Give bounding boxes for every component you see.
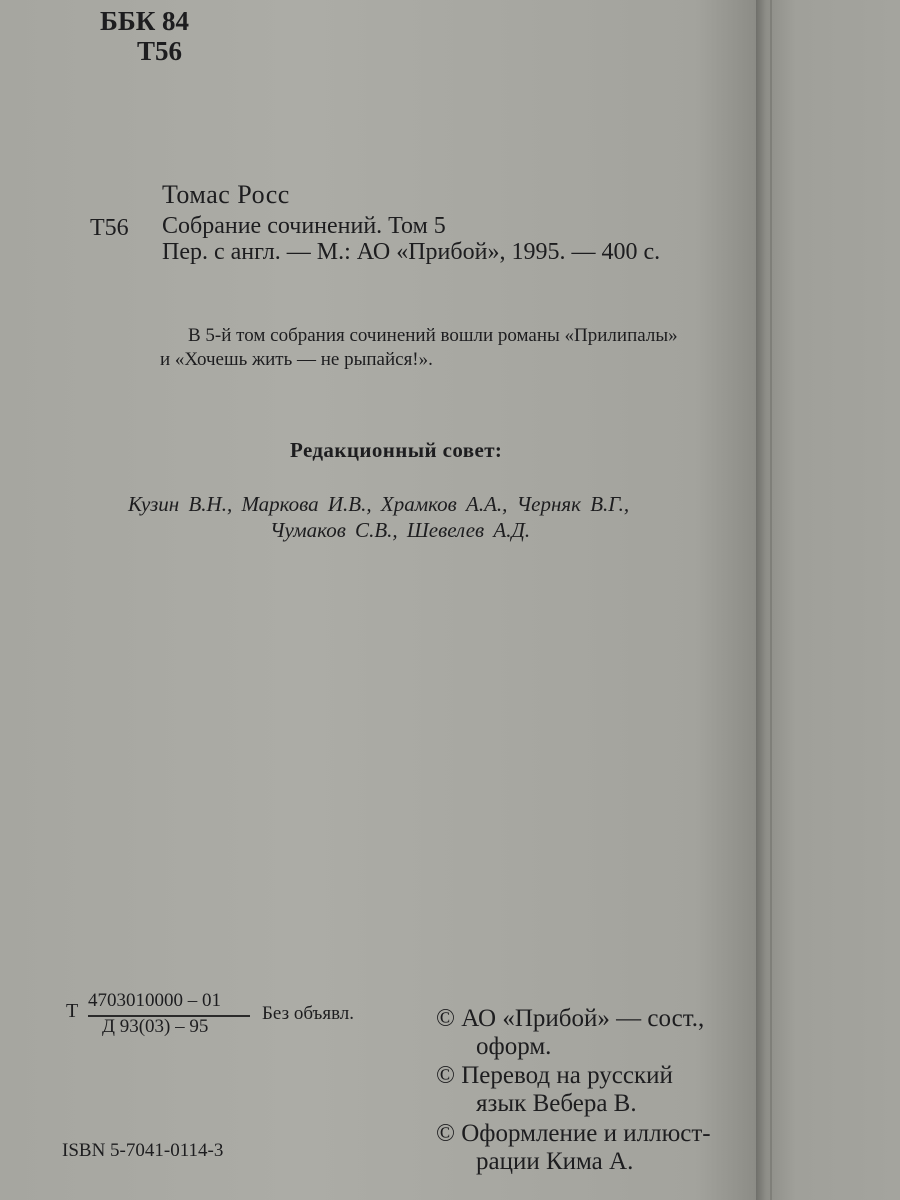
no-ads-note: Без объявл. bbox=[262, 1003, 355, 1024]
cipher-code: Т56 bbox=[90, 215, 129, 241]
code-denominator: Д 93(03) – 95 bbox=[102, 1016, 209, 1037]
editorial-board-heading: Редакционный совет: bbox=[290, 438, 503, 462]
copyright-2-line-2: язык Вебера В. bbox=[476, 1090, 637, 1117]
code-numerator: 4703010000 – 01 bbox=[88, 990, 221, 1011]
bbk-code: ББК 84 bbox=[100, 6, 190, 36]
imprint-line: Пер. с англ. — М.: АО «Прибой», 1995. — 400 с. bbox=[162, 239, 661, 265]
annotation-line-2: и «Хочешь жить — не рыпайся!». bbox=[160, 349, 433, 370]
copyright-3-line-1: © Оформление и иллюст- bbox=[436, 1120, 711, 1147]
annotation-line-1: В 5-й том собрания сочинений вошли романы «Прилипалы» bbox=[188, 325, 678, 346]
gutter-edge bbox=[770, 0, 772, 1200]
copyright-1-line-2: оформ. bbox=[476, 1033, 552, 1060]
editorial-board-line-2: Чумаков С.В., Шевелев А.Д. bbox=[270, 518, 531, 542]
editorial-board-line-1: Кузин В.Н., Маркова И.В., Храмков А.А., Черняк В.Г., bbox=[128, 492, 630, 516]
book-title: Собрание сочинений. Том 5 bbox=[162, 213, 446, 239]
isbn: ISBN 5-7041-0114-3 bbox=[62, 1140, 224, 1161]
copyright-1-line-1: © АО «Прибой» — сост., bbox=[436, 1005, 705, 1032]
code-letter: Т bbox=[66, 1000, 79, 1022]
cipher-top: Т56 bbox=[137, 36, 183, 66]
author-name: Томас Росс bbox=[162, 180, 290, 209]
copyright-3-line-2: рации Кима А. bbox=[476, 1148, 634, 1175]
book-gutter bbox=[756, 0, 900, 1200]
copyright-2-line-1: © Перевод на русский bbox=[436, 1062, 673, 1089]
